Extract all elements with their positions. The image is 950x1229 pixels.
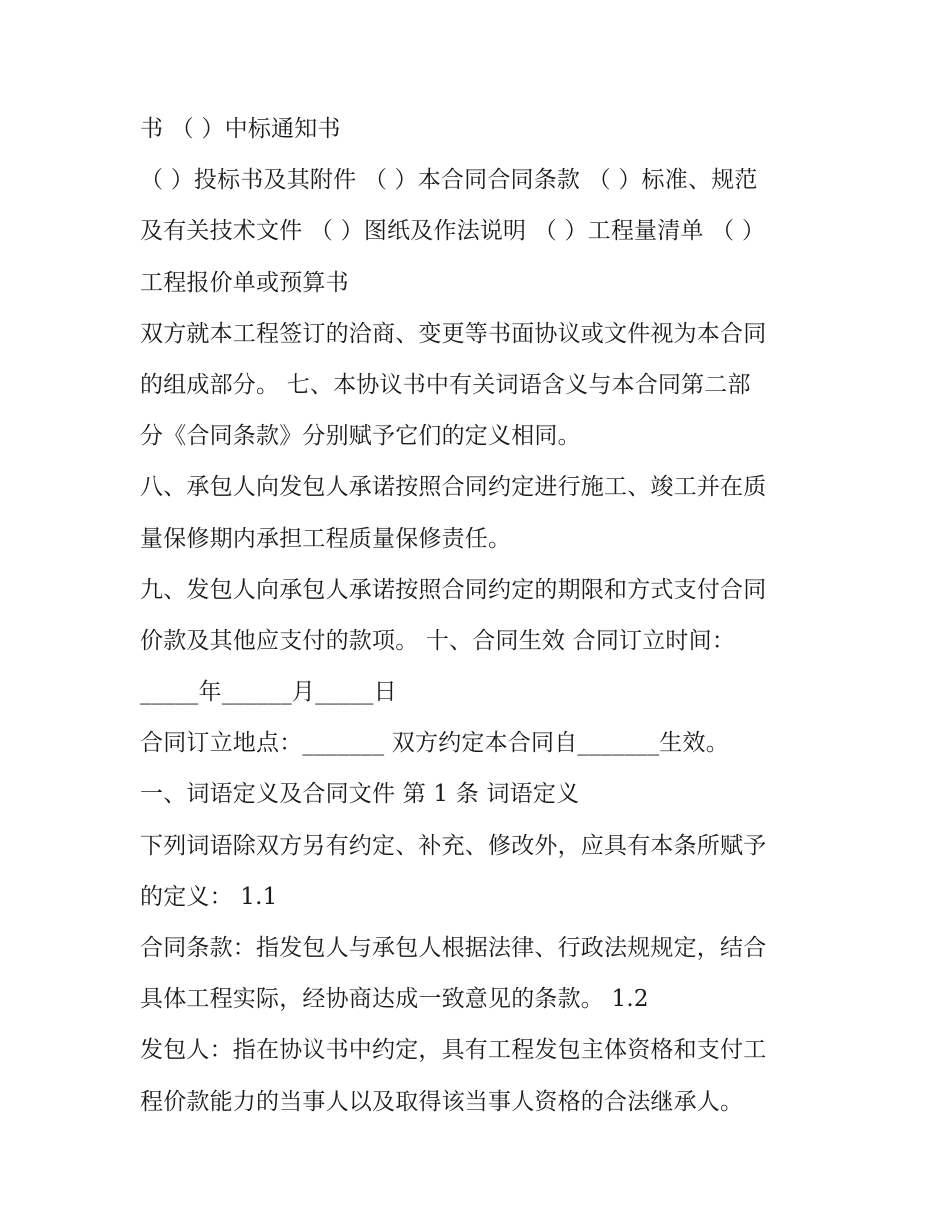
document-body (140, 104, 820, 1128)
text-line: 的定义： 1.1 (140, 883, 278, 910)
text-line: 及有关技术文件 （ ）图纸及作法说明 （ ）工程量清单 （ ） (140, 218, 766, 245)
text-line: 合同订立地点：_______ 双方约定本合同自_______生效。 (140, 730, 729, 757)
text-line: （ ）投标书及其附件 （ ）本合同合同条款 （ ）标准、规范 (140, 167, 758, 194)
text-line: 的组成部分。 七、本协议书中有关词语含义与本合同第二部 (140, 371, 751, 398)
text-line: 八、承包人向发包人承诺按照合同约定进行施工、竣工并在质 (140, 474, 767, 501)
section-heading: 一、词语定义及合同文件 第 1 条 词语定义 (140, 781, 580, 808)
text-line: 书 （ ）中标通知书 (140, 116, 341, 142)
text-line: 程价款能力的当事人以及取得该当事人资格的合法继承人。 (140, 1088, 744, 1115)
text-line: 合同条款：指发包人与承包人根据法律、行政法规规定，结合 (140, 935, 767, 961)
text-line: 价款及其他应支付的款项。 十、合同生效 合同订立时间： (140, 627, 736, 654)
date-blank-line: _____年______月_____日 (140, 679, 397, 706)
text-line: 双方就本工程签订的洽商、变更等书面协议或文件视为本合同 (140, 320, 767, 347)
text-line: 具体工程实际，经协商达成一致意见的条款。 1.2 (140, 986, 649, 1013)
text-line: 发包人：指在协议书中约定，具有工程发包主体资格和支付工 (140, 1037, 767, 1064)
text-line: 九、发包人向承包人承诺按照合同约定的期限和方式支付合同 (140, 576, 767, 603)
text-line: 工程报价单或预算书 (140, 269, 349, 296)
text-line: 量保修期内承担工程质量保修责任。 (140, 525, 512, 552)
text-line: 下列词语除双方另有约定、补充、修改外，应具有本条所赋予 (140, 832, 767, 859)
text-line: 分《合同条款》分别赋予它们的定义相同。 (140, 423, 581, 450)
